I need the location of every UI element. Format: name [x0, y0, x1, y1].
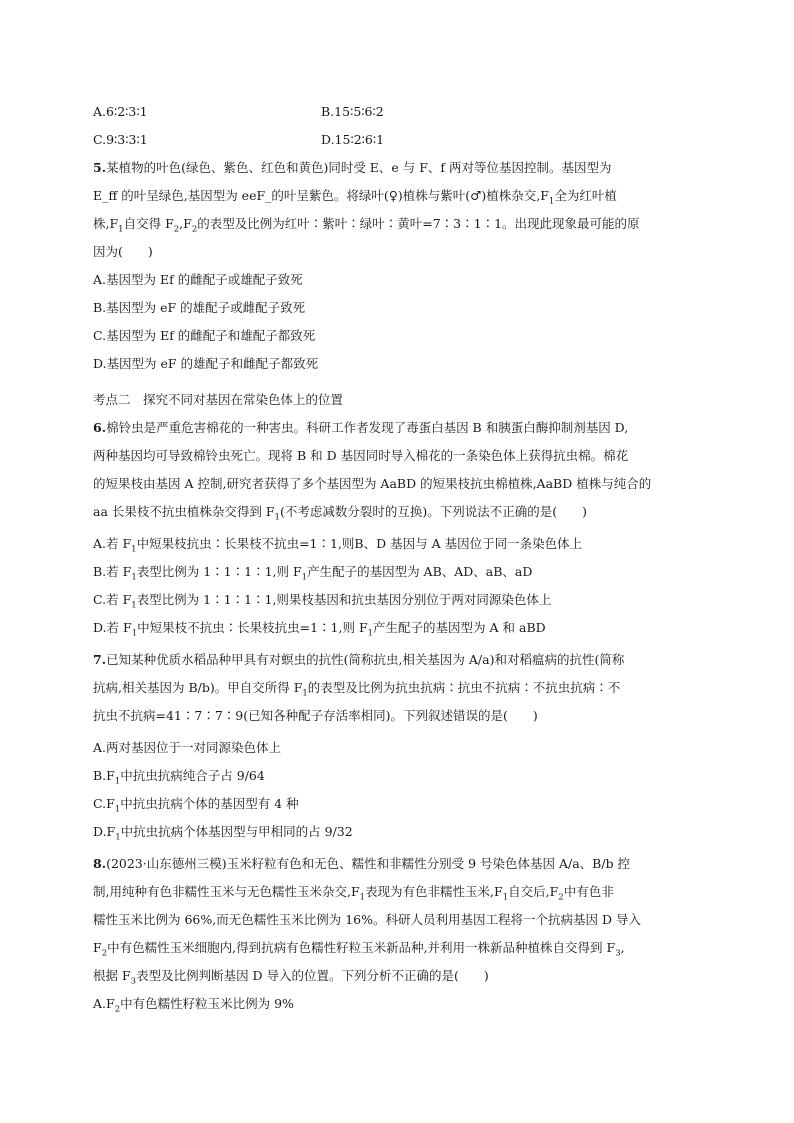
q7-option-a: A.两对基因位于一对同源染色体上: [93, 740, 282, 755]
q5-number: 5.: [93, 160, 107, 175]
q7-option-c: $C.F_1$中抗虫抗病个体的基因型有 4 种: [93, 796, 299, 815]
q6-number: 6.: [93, 420, 107, 435]
q4-options-row-2: [93, 131, 733, 149]
q8-number: 8.: [93, 856, 107, 871]
q6-stem-line-1: 6.棉铃虫是严重危害棉花的一种害虫。科研工作者发现了毒蛋白基因 B 和胰蛋白酶抑制剂基因 D,: [93, 420, 629, 435]
q6-stem-line-4: aa 长果枝不抗虫植株杂交得到 $F_1$(不考虑减数分裂时的互换)。下列说法不正确的是( ): [93, 504, 587, 523]
q6-option-c: C.若 $F_1$表型比例为 1∶1∶1∶1,则果枝基因和抗虫基因分别位于两对同源染色体上: [93, 592, 552, 611]
q8-stem-line-2: 制,用纯种有色非糯性玉米与无色糯性玉米杂交$,F_1$表现为有色非糯性玉米$,F_1$自交后$,F_2$中有色非: [93, 884, 614, 903]
q6-option-a: A.若 $F_1$中短果枝抗虫∶长果枝不抗虫=1∶1,则B、D 基因与 A 基因位于同一条染色体上: [93, 536, 583, 555]
q7-option-d: $D.F_1$中抗虫抗病个体基因型与甲相同的占 9/32: [93, 824, 353, 843]
q8-option-a: $A.F_2$中有色糯性籽粒玉米比例为 9%: [93, 996, 294, 1015]
q5-stem-line-3: 株$,F_1$自交得 $F_2,F_2$的表型及比例为红叶∶紫叶∶绿叶∶黄叶=7∶3∶1∶1。出现此现象最可能的原: [93, 216, 640, 235]
q5-stem-line-2: E_ff 的叶呈绿色,基因型为 eeF_的叶呈紫色。将绿叶(♀)植株与紫叶(♂)植株杂交$,F_1$全为红叶植: [93, 188, 617, 207]
q7-stem-line-1: 7.已知某种优质水稻品种甲具有对螟虫的抗性(简称抗虫,相关基因为 A/a)和对稻瘟病的抗性(简称: [93, 652, 625, 667]
q5-option-a: A.基因型为 Ef 的雌配子或雄配子致死: [93, 272, 303, 287]
q5-option-c: C.基因型为 Ef 的雌配子和雄配子都致死: [93, 328, 316, 343]
q4-option-a: A.6∶2∶3∶1: [93, 104, 148, 119]
q7-stem-line-3: 抗虫不抗病=41∶7∶7∶9(已知各种配子存活率相同)。下列叙述错误的是( ): [93, 708, 538, 723]
q8-stem-line-3: 糯性玉米比例为 66%,而无色糯性玉米比例为 16%。科研人员利用基因工程将一个抗病基因 D 导入: [93, 912, 641, 927]
q5-option-d: D.基因型为 eF 的雄配子和雌配子都致死: [93, 356, 319, 371]
q6-stem-line-2: 两种基因均可导致棉铃虫死亡。现将 B 和 D 基因同时导入棉花的一条染色体上获得抗虫棉。棉花: [93, 448, 629, 463]
q5-stem-line-1: 5.某植物的叶色(绿色、紫色、红色和黄色)同时受 E、e 与 F、f 两对等位基因控制。基因型为: [93, 160, 612, 175]
q4-option-d: D.15∶2∶6∶1: [321, 132, 385, 147]
q4-options-row-1: [93, 103, 733, 121]
q6-option-b: B.若 $F_1$表型比例为 1∶1∶1∶1,则 $F_1$产生配子的基因型为 AB、AD、aB、aD: [93, 564, 533, 583]
q4-option-b: B.15∶5∶6∶2: [321, 104, 384, 119]
section-heading: 考点二 探究不同对基因在常染色体上的位置: [93, 392, 344, 407]
q5-option-b: B.基因型为 eF 的雄配子或雌配子致死: [93, 300, 306, 315]
q4-option-c: C.9∶3∶3∶1: [93, 132, 148, 147]
q6-stem-line-3: 的短果枝由基因 A 控制,研究者获得了多个基因型为 AaBD 的短果枝抗虫棉植株,AaBD 植株与纯合的: [93, 476, 652, 491]
q8-stem-line-5: 根据 $F_3$表型及比例判断基因 D 导入的位置。下列分析不正确的是( ): [93, 968, 489, 987]
q6-option-d: D.若 $F_1$中短果枝不抗虫∶长果枝抗虫=1∶1,则 $F_1$产生配子的基因型为 A 和 aBD: [93, 620, 546, 639]
q7-number: 7.: [93, 652, 107, 667]
q7-stem-line-2: 抗病,相关基因为 B/b)。甲自交所得 $F_1$的表型及比例为抗虫抗病∶抗虫不抗病∶不抗虫抗病∶不: [93, 680, 621, 699]
q7-option-b: $B.F_1$中抗虫抗病纯合子占 9/64: [93, 768, 265, 787]
q5-stem-line-4: 因为( ): [93, 244, 153, 259]
q8-stem-line-4: $F_2$中有色糯性玉米细胞内,得到抗病有色糯性籽粒玉米新品种,并利用一株新品种植株自交得到 $F_3$,: [93, 940, 625, 959]
q8-stem-line-1: 8.(2023·山东德州三模)玉米籽粒有色和无色、糯性和非糯性分别受 9 号染色体基因 A/a、B/b 控: [93, 856, 631, 871]
